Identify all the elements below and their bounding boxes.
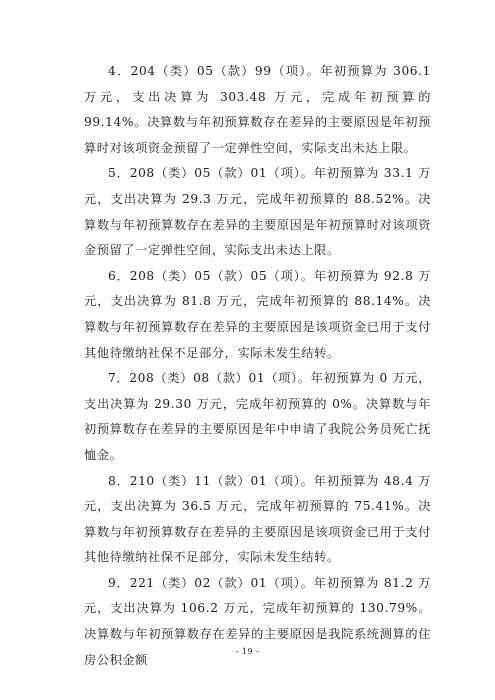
page-number: - 19 - [235,647,260,656]
paragraph-item-6: 6．208（类）05（款）05（项）。年初预算为 92.8 万元，支出决算为 81.8 万元，完成年初预算的 88.14%。决算数与年初预算数存在差异的主要原因是该项资金已用于支付其他待缴纳社保不足部分，实际未发生结转。 [84,268,431,360]
paragraph-item-5: 5．208（类）05（款）01（项）。年初预算为 33.1 万元，支出决算为 29.3 万元，完成年初预算的 88.52%。决算数与年初预算数存在差异的主要原因是年初预算时对该项资金预留了一定弹性空间，实际支出未达上限。 [84,166,431,258]
paragraph-item-7: 7．208（类）08（款）01（项）。年初预算为 0 万元，支出决算为 29.30 万元，完成年初预算的 0%。决算数与年初预算数存在差异的主要原因是年中申请了我院公务员死亡抚恤金。 [84,371,431,462]
paragraph-item-8: 8．210（类）11（款）01（项）。年初预算为 48.4 万元，支出决算为 36.5 万元，完成年初预算的 75.41%。决算数与年初预算数存在差异的主要原因是该项资金已用于支付其他待缴纳社保不足部分，实际未发生结转。 [84,473,431,565]
paragraph-item-4: 4．204（类）05（款）99（项）。年初预算为 306.1 万元，支出决算为 303.48 万元，完成年初预算的 99.14%。决算数与年初预算数存在差异的主要原因是年初预算时对该项资金预留了一定弹性空间，实际支出未达上限。 [84,64,431,155]
paragraph-item-9: 9．221（类）02（款）01（项）。年初预算为 81.2 万元，支出决算为 106.2 万元，完成年初预算的 130.79%。决算数与年初预算数存在差异的主要原因是我院系统测算的住房公积金额 [84,575,431,667]
body-text [84,59,431,673]
